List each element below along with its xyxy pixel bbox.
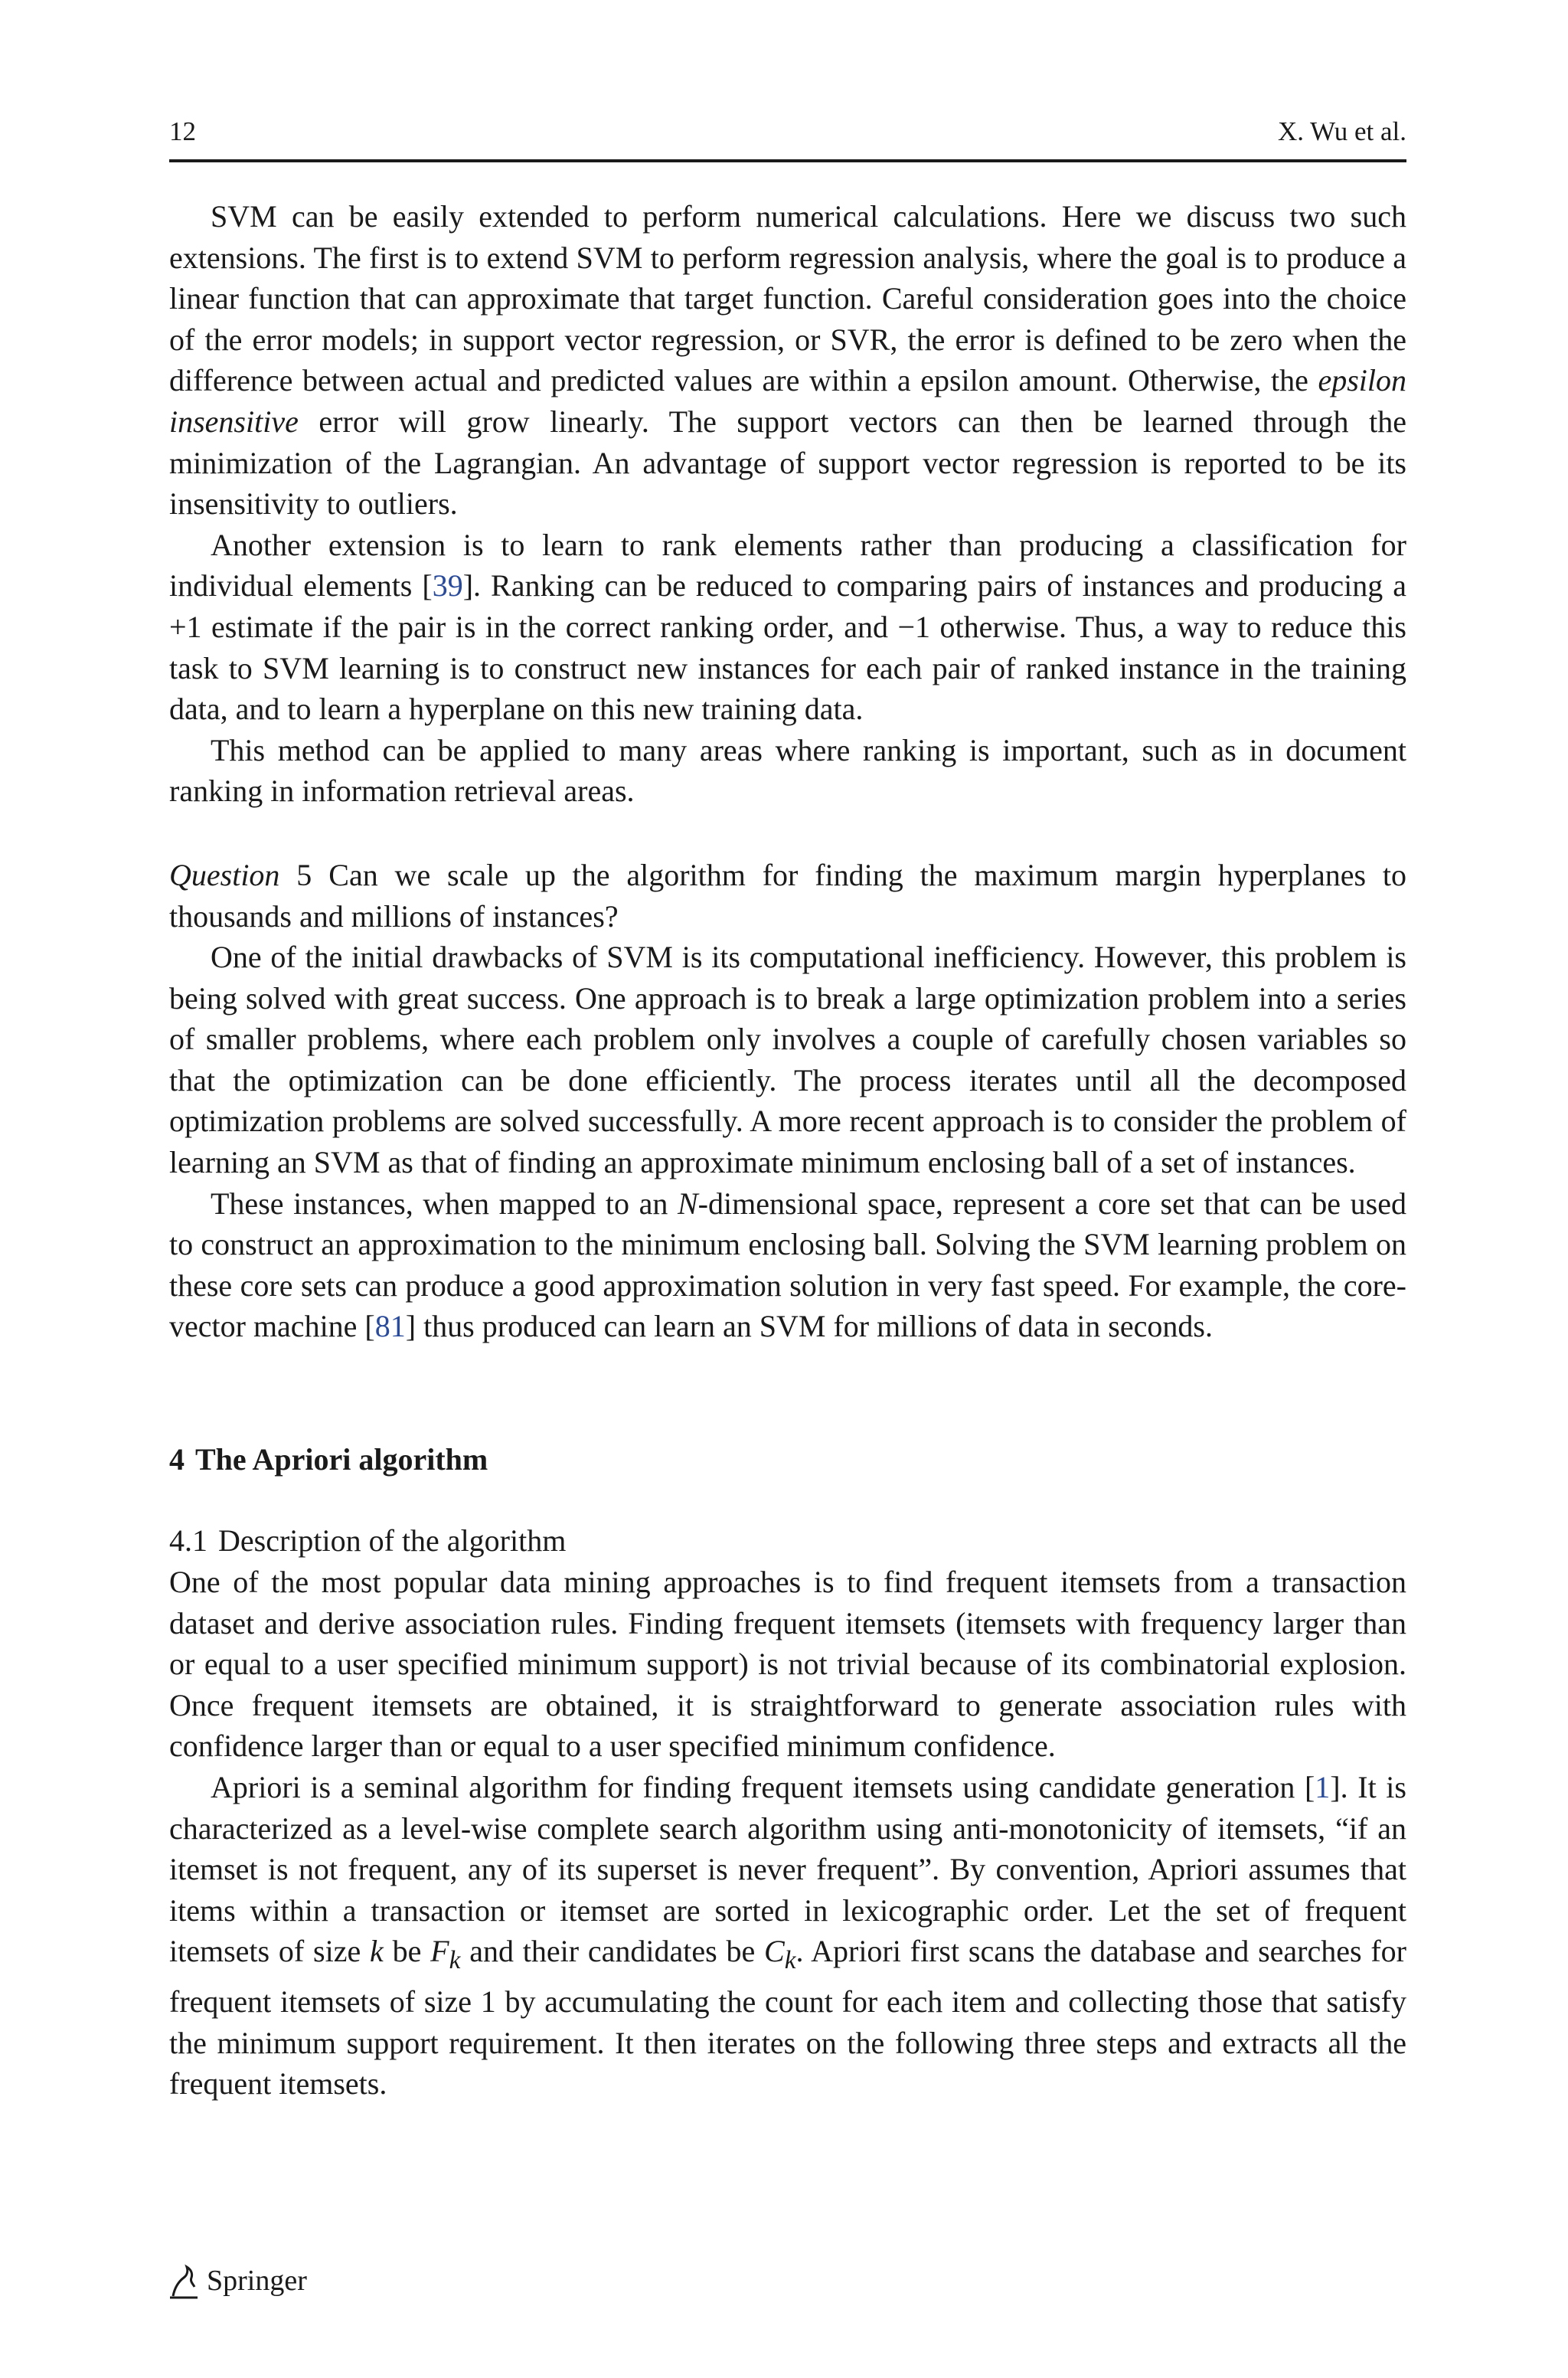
citation-link[interactable]: 81 (374, 1309, 406, 1344)
italic-symbol: N (677, 1186, 698, 1221)
page-number: 12 (169, 116, 196, 146)
citation-link[interactable]: 39 (432, 568, 463, 603)
question-block (169, 855, 1406, 937)
page (169, 115, 1406, 2105)
section-heading (169, 1439, 1406, 1480)
subsection-heading (169, 1520, 1406, 1562)
italic-term: epsilon insensitive (169, 363, 1406, 439)
paragraph-frequent-itemsets: One of the most popular data mining approaches is to find frequent itemsets from a transaction dataset and derive association rules. Finding frequent itemsets (itemsets with frequency larger than or equal to a user specified minimum support) is not trivial because of its combinatorial explosion. Once frequent itemsets are obtained, it is straightforward to generate association rules with confidence larger than or equal to a user specified minimum confidence. (169, 1565, 1406, 1764)
citation-link[interactable]: 1 (1315, 1770, 1331, 1804)
question-number: 5 (296, 857, 312, 892)
paragraph-svm-regression: SVM can be easily extended to perform numerical calculations. Here we discuss two such extensions. The first is to extend SVM to perform regression analysis, where the goal is to produce a linear function that can approximate that target function. Careful consideration goes into the choice of the error models; in support vector regression, or SVR, the error is defined to be zero when the difference between actual and predicted values are within a epsilon amount. Otherwise, the epsilon insensitive error will grow linearly. The support vectors can then be learned through the minimization of the Lagrangian. An advantage of support vector regression is reported to be its insensitivity to outliers. (169, 199, 1406, 522)
paragraph-core-set: These instances, when mapped to an N-dimensional space, represent a core set that can be used to construct an approximation to the minimum enclosing ball. Solving the SVM learning problem on these core sets can produce a good approximation solution in very fast speed. For example, the core-vector machine [81] thus produced can learn an SVM for millions of data in seconds. (169, 1186, 1406, 1344)
running-head (169, 115, 1406, 162)
section-number: 4 (169, 1442, 185, 1477)
section-title: The Apriori algorithm (195, 1442, 488, 1477)
body-text (169, 196, 1406, 2105)
publisher-name: Springer (207, 2265, 307, 2297)
paragraph-ranking: Another extension is to learn to rank elements rather than producing a classification for individual elements [39]. Ranking can be reduced to comparing pairs of instances and producing a +1 estimate if the pair is in the correct ranking order, and −1 otherwise. Thus, a way to reduce this task to SVM learning is to construct new instances for each pair of ranked instance in the training data, and to learn a hyperplane on this new training data. (169, 527, 1406, 727)
springer-horse-icon (167, 2262, 201, 2299)
running-authors: X. Wu et al. (1277, 116, 1406, 146)
paragraph-inefficiency: One of the initial drawbacks of SVM is its computational inefficiency. However, this problem is being solved with great success. One approach is to break a large optimization problem into a series of smaller problems, where each problem only involves a couple of carefully chosen variables so that the optimization can be done efficiently. The process iterates until all the decomposed optimization problems are solved successfully. A more recent approach is to consider the problem of learning an SVM as that of finding an approximate minimum enclosing ball of a set of instances. (169, 940, 1406, 1180)
question-text: Can we scale up the algorithm for finding the maximum margin hyperplanes to thousands and millions of instances? (169, 857, 1407, 934)
subsection-title: Description of the algorithm (218, 1523, 567, 1559)
paragraph-ranking-applications: This method can be applied to many areas where ranking is important, such as in document ranking in information retrieval areas. (169, 732, 1406, 809)
subsection-number: 4.1 (169, 1523, 207, 1559)
publisher-footer (167, 2262, 307, 2299)
question-label: Question (169, 857, 280, 892)
paragraph-apriori: Apriori is a seminal algorithm for finding frequent itemsets using candidate generation [1]. It is characterized as a level-wise complete search algorithm using anti-monotonicity of itemsets, “if an itemset is not frequent, any of its superset is never frequent”. By convention, Apriori assumes that items within a transaction or itemset are sorted in lexicographic order. Let the set of frequent itemsets of size k be $F_k$ and their candidates be $C_k$. Apriori first scans the database and searches for frequent itemsets of size 1 by accumulating the count for each item and collecting those that satisfy the minimum support requirement. It then iterates on the following three steps and extracts all the frequent itemsets. (169, 1770, 1406, 2102)
